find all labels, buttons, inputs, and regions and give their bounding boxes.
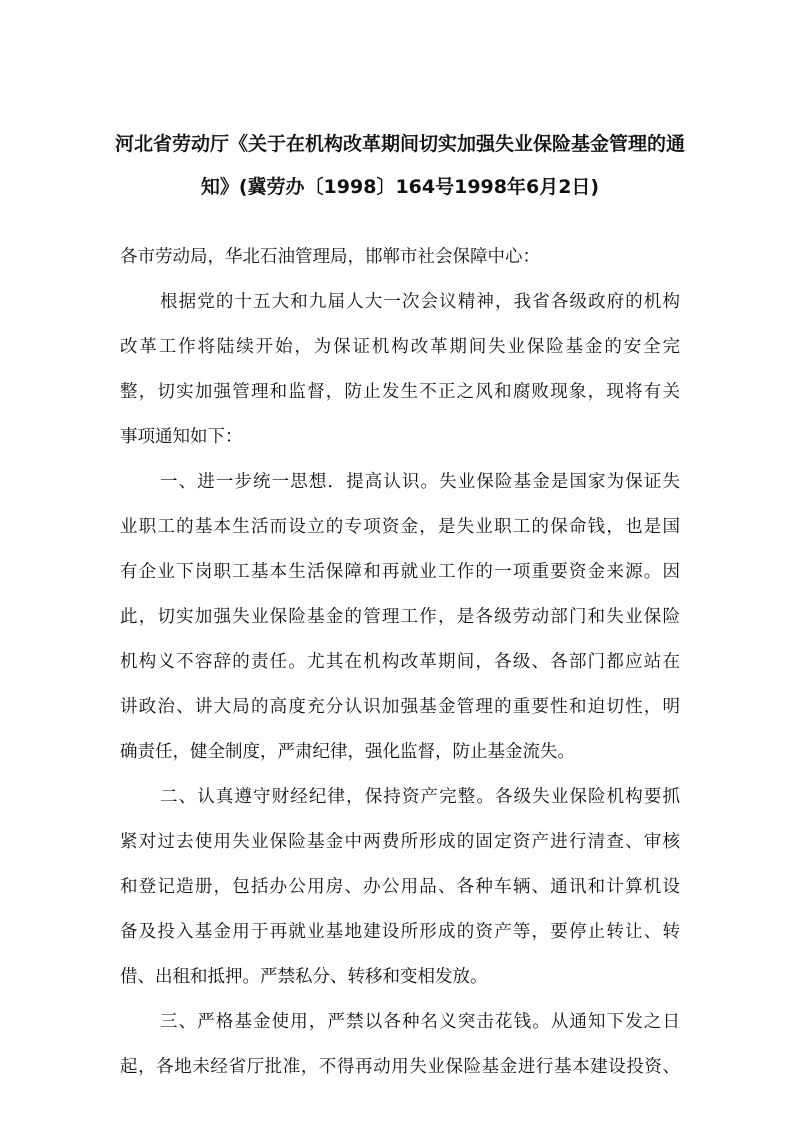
paragraph-two-line: 二、认真遵守财经纪律，保持资产完整。各级失业保险机构要抓 bbox=[160, 787, 680, 807]
paragraph-intro-line: 改革工作将陆续开始，为保证机构改革期间失业保险基金的安全完 bbox=[120, 337, 680, 357]
paragraph-two-line: 紧对过去使用失业保险基金中两费所形成的固定资产进行清查、审核 bbox=[120, 832, 680, 852]
paragraph-one-line: 业职工的基本生活而设立的专项资金，是失业职工的保命钱，也是国 bbox=[120, 517, 680, 537]
paragraph-intro-line: 根据党的十五大和九届人大一次会议精神，我省各级政府的机构 bbox=[160, 292, 680, 312]
paragraph-two-line: 和登记造册，包括办公用房、办公用品、各种车辆、通讯和计算机设 bbox=[120, 877, 680, 897]
paragraph-intro-line: 整，切实加强管理和监督，防止发生不正之风和腐败现象，现将有关 bbox=[120, 382, 680, 402]
paragraph-one-line: 确责任，健全制度，严肃纪律，强化监督，防止基金流失。 bbox=[120, 742, 575, 762]
paragraph-two-line: 借、出租和抵押。严禁私分、转移和变相发放。 bbox=[120, 967, 488, 987]
document-title-line-1: 河北省劳动厅《关于在机构改革期间切实加强失业保险基金管理的通 bbox=[114, 133, 685, 155]
paragraph-three-line: 起，各地未经省厅批准，不得再动用失业保险基金进行基本建设投资、 bbox=[120, 1057, 680, 1077]
paragraph-one-line: 有企业下岗职工基本生活保障和再就业工作的一项重要资金来源。因 bbox=[120, 562, 680, 582]
paragraph-one-line: 机构义不容辞的责任。尤其在机构改革期间，各级、各部门都应站在 bbox=[120, 652, 680, 672]
paragraph-one-line: 一、进一步统一思想．提高认识。失业保险基金是国家为保证失 bbox=[160, 472, 680, 492]
paragraph-one-line: 讲政治、讲大局的高度充分认识加强基金管理的重要性和迫切性，明 bbox=[120, 697, 680, 717]
salutation: 各市劳动局，华北石油管理局，邯郸市社会保障中心： bbox=[120, 247, 540, 267]
paragraph-three-line: 三、严格基金使用，严禁以各种名义突击花钱。从通知下发之日 bbox=[160, 1012, 680, 1032]
paragraph-one-line: 此，切实加强失业保险基金的管理工作，是各级劳动部门和失业保险 bbox=[120, 607, 680, 627]
document-title-line-2: 知》(冀劳办〔1998〕164号1998年6月2日) bbox=[200, 176, 600, 198]
paragraph-two-line: 备及投入基金用于再就业基地建设所形成的资产等，要停止转让、转 bbox=[120, 922, 680, 942]
paragraph-intro-line: 事项通知如下： bbox=[120, 427, 243, 447]
